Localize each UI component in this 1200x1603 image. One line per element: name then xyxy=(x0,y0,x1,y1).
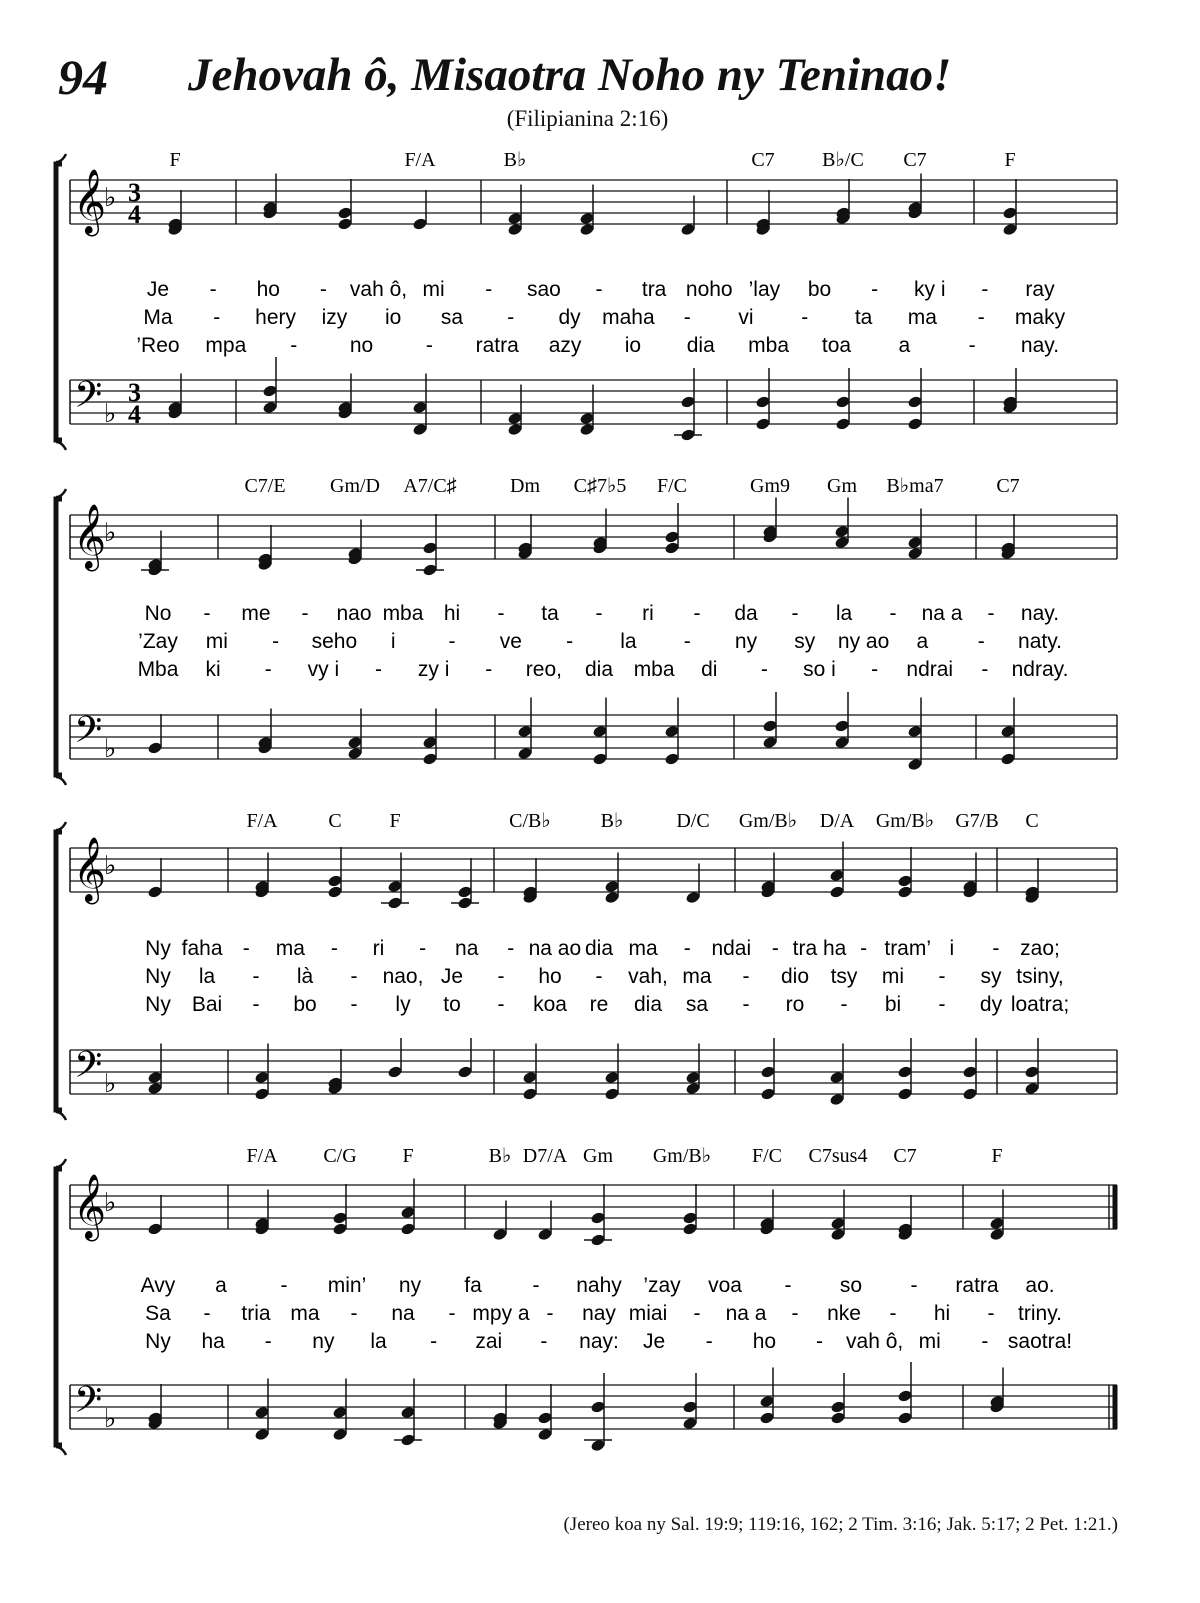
lyric-syllable: - xyxy=(693,602,701,625)
lyric-syllable: vah ô, xyxy=(349,278,408,301)
lyric-syllable: dy xyxy=(558,306,581,329)
lyric-syllable: ’Reo xyxy=(136,334,180,357)
bracket-hook xyxy=(56,822,66,830)
treble-clef: 𝄞 xyxy=(73,1174,107,1239)
chord-symbol: F/C xyxy=(656,475,688,497)
lyric-syllable: nahy xyxy=(576,1274,622,1297)
lyric-syllable: na xyxy=(391,1302,415,1325)
lyric-syllable: na ao xyxy=(528,937,582,960)
chord-symbol: B♭ xyxy=(600,810,624,832)
lyric-syllable: - xyxy=(595,278,603,301)
lyric-syllable: - xyxy=(791,602,799,625)
lyric-syllable: ve xyxy=(499,630,522,653)
lyric-syllable: ta xyxy=(854,306,873,329)
lyric-syllable: - xyxy=(497,602,505,625)
system-2 xyxy=(56,475,1117,785)
lyric-syllable: ma xyxy=(907,306,937,329)
lyric-syllable: ha xyxy=(201,1330,225,1353)
lyric-syllable: ’lay xyxy=(748,278,781,301)
key-flat: ♭ xyxy=(104,1404,117,1434)
lyric-syllable: naty. xyxy=(1018,630,1062,653)
lyric-syllable: loatra; xyxy=(1010,993,1070,1016)
chord-symbol: C/B♭ xyxy=(509,810,551,832)
lyric-syllable: - xyxy=(350,993,358,1016)
time-signature-bottom: 4 xyxy=(128,400,141,429)
lyric-syllable: ri xyxy=(642,602,654,625)
lyric-syllable: la xyxy=(620,630,637,653)
lyric-syllable: ho xyxy=(538,965,562,988)
lyric-syllable: na a xyxy=(725,1302,767,1325)
lyric-syllable: - xyxy=(683,937,691,960)
lyric-syllable: - xyxy=(977,306,985,329)
lyric-syllable: - xyxy=(272,630,280,653)
lyric-syllable: zy i xyxy=(417,658,450,681)
lyric-syllable: - xyxy=(546,1302,554,1325)
lyric-syllable: ratra xyxy=(955,1274,999,1297)
lyric-syllable: - xyxy=(910,1274,918,1297)
lyric-syllable: - xyxy=(987,602,995,625)
lyric-syllable: - xyxy=(540,1330,548,1353)
chord-symbol: D/C xyxy=(676,810,710,832)
lyric-syllable: so xyxy=(839,1274,863,1297)
lyric-syllable: mba xyxy=(748,334,790,357)
lyric-syllable: - xyxy=(507,937,515,960)
lyric-syllable: na xyxy=(455,937,479,960)
lyric-syllable: dia xyxy=(584,937,614,960)
bracket-hook xyxy=(56,777,66,785)
lyric-syllable: dy xyxy=(979,993,1003,1016)
lyric-syllable: ky i xyxy=(914,278,946,301)
lyric-syllable: izy xyxy=(321,306,348,329)
lyric-syllable: io xyxy=(385,306,402,329)
lyric-syllable: nao xyxy=(336,602,372,625)
lyric-syllable: - xyxy=(430,1330,438,1353)
lyric-syllable: da xyxy=(734,602,758,625)
lyric-syllable: Je xyxy=(146,278,170,301)
time-signature-bottom: 4 xyxy=(128,200,141,229)
lyric-syllable: nay xyxy=(582,1302,616,1325)
lyric-syllable: ho xyxy=(752,1330,777,1353)
lyric-syllable: nay: xyxy=(579,1330,619,1353)
bracket-hook xyxy=(56,442,66,450)
system-1 xyxy=(56,149,1117,450)
lyric-syllable: noho xyxy=(685,278,733,301)
chord-symbol: B♭/C xyxy=(822,149,864,171)
lyric-syllable: - xyxy=(497,993,505,1016)
lyric-syllable: - xyxy=(448,630,456,653)
treble-clef: 𝄞 xyxy=(73,169,107,234)
bass-clef: 𝄢 xyxy=(74,1044,103,1095)
lyric-syllable: ma xyxy=(275,937,305,960)
chord-symbol: F xyxy=(389,810,401,832)
system-bracket xyxy=(56,499,62,775)
lyric-syllable: voa xyxy=(708,1274,742,1297)
hymn-title: Jehovah ô, Misaotra Noho ny Teninao! xyxy=(188,49,952,101)
lyric-syllable: la xyxy=(198,965,216,988)
lyric-syllable: nke xyxy=(827,1302,861,1325)
lyric-syllable: - xyxy=(977,630,985,653)
key-flat: ♭ xyxy=(104,1069,117,1099)
lyric-syllable: - xyxy=(280,1274,288,1297)
lyric-syllable: - xyxy=(419,937,427,960)
lyric-syllable: a xyxy=(898,334,911,357)
chord-symbol: F xyxy=(402,1145,414,1167)
lyric-syllable: reo, xyxy=(525,658,562,681)
lyric-syllable: a xyxy=(916,630,929,653)
treble-clef: 𝄞 xyxy=(73,504,107,569)
lyric-syllable: - xyxy=(871,658,879,681)
lyric-syllable: mba xyxy=(382,602,424,625)
chord-symbol: F/A xyxy=(246,1145,278,1167)
lyric-syllable: - xyxy=(771,937,779,960)
chord-symbol: F/A xyxy=(404,149,436,171)
lyric-syllable: i xyxy=(949,937,955,960)
lyric-syllable: - xyxy=(683,630,691,653)
chord-symbol: Gm/B♭ xyxy=(875,810,935,832)
chord-symbol: C7 xyxy=(996,475,1020,497)
lyric-syllable: Avy xyxy=(140,1274,176,1297)
lyric-syllable: tsy xyxy=(830,965,858,988)
chord-symbol: Gm/B♭ xyxy=(738,810,798,832)
lyric-syllable: tra xyxy=(641,278,667,301)
chord-symbol: B♭ma7 xyxy=(886,475,944,497)
lyric-syllable: Ny xyxy=(145,1330,171,1353)
lyric-syllable: i xyxy=(390,630,396,653)
chord-symbol: A7/C♯ xyxy=(403,475,457,497)
lyric-syllable: - xyxy=(705,1330,713,1353)
bracket-hook xyxy=(56,489,66,497)
lyric-syllable: ’zay xyxy=(643,1274,681,1297)
lyric-syllable: zai xyxy=(475,1330,503,1353)
chord-symbol: Gm/D xyxy=(330,475,380,497)
time-signature-top: 3 xyxy=(128,178,141,207)
lyric-syllable: - xyxy=(425,334,433,357)
lyric-syllable: No xyxy=(144,602,172,625)
lyric-syllable: - xyxy=(693,1302,701,1325)
chord-symbol: Dm xyxy=(510,475,540,497)
system-bracket xyxy=(56,1169,62,1445)
lyric-syllable: - xyxy=(938,993,946,1016)
chord-symbol: C♯7♭5 xyxy=(573,475,627,497)
lyric-syllable: la xyxy=(370,1330,387,1353)
lyric-syllable: dia xyxy=(633,993,663,1016)
lyric-syllable: - xyxy=(242,937,250,960)
chord-symbol: D7/A xyxy=(522,1145,568,1167)
lyric-syllable: sa xyxy=(440,306,464,329)
lyric-syllable: Je xyxy=(440,965,464,988)
lyric-syllable: - xyxy=(791,1302,799,1325)
lyric-syllable: - xyxy=(350,965,358,988)
lyric-syllable: - xyxy=(203,1302,211,1325)
lyric-syllable: ndrai xyxy=(906,658,954,681)
lyric-syllable: ’Zay xyxy=(138,630,178,653)
lyric-syllable: mi xyxy=(881,965,905,988)
chord-symbol: C7 xyxy=(903,149,927,171)
lyric-syllable: - xyxy=(595,602,603,625)
lyric-syllable: mi xyxy=(205,630,228,653)
lyric-syllable: ta xyxy=(541,602,559,625)
lyric-syllable: - xyxy=(595,965,603,988)
lyric-syllable: Ny xyxy=(145,937,171,960)
lyric-syllable: no xyxy=(349,334,374,357)
chord-symbol: F xyxy=(991,1145,1003,1167)
lyric-syllable: ki xyxy=(205,658,221,681)
lyric-syllable: - xyxy=(507,306,515,329)
lyric-syllable: bo xyxy=(807,278,832,301)
lyric-syllable: Sa xyxy=(145,1302,171,1325)
lyric-syllable: Je xyxy=(643,1330,666,1353)
chord-symbol: Gm xyxy=(827,475,857,497)
lyric-syllable: - xyxy=(203,602,211,625)
lyric-syllable: - xyxy=(981,1330,989,1353)
lyric-syllable: ma xyxy=(682,965,712,988)
bass-clef: 𝄢 xyxy=(74,374,103,425)
lyric-syllable: faha xyxy=(181,937,223,960)
lyric-syllable: hery xyxy=(255,306,297,329)
bracket-hook xyxy=(56,1112,66,1120)
lyric-syllable: la xyxy=(835,602,853,625)
lyric-syllable: - xyxy=(760,658,768,681)
key-flat: ♭ xyxy=(104,399,117,429)
bracket-hook xyxy=(56,1447,66,1455)
chord-symbol: G7/B xyxy=(955,810,999,832)
lyric-syllable: tra ha xyxy=(792,937,847,960)
system-bracket xyxy=(56,832,62,1110)
lyric-syllable: mba xyxy=(633,658,675,681)
lyric-syllable: - xyxy=(742,993,750,1016)
lyric-syllable: - xyxy=(992,937,1000,960)
lyric-syllable: vah, xyxy=(628,965,668,988)
lyric-syllable: triny. xyxy=(1018,1302,1062,1325)
lyric-syllable: - xyxy=(485,658,493,681)
key-flat: ♭ xyxy=(104,518,117,548)
system-4 xyxy=(56,1145,1117,1455)
chord-symbol: B♭ xyxy=(503,149,527,171)
lyric-syllable: - xyxy=(987,1302,995,1325)
lyric-syllable: ray xyxy=(1025,278,1055,301)
lyric-syllable: di xyxy=(701,658,718,681)
lyric-syllable: vi xyxy=(738,306,754,329)
lyric-syllable: sy xyxy=(794,630,816,653)
lyric-syllable: - xyxy=(742,965,750,988)
lyric-syllable: mpy a xyxy=(472,1302,530,1325)
lyric-syllable: - xyxy=(860,937,868,960)
lyric-syllable: - xyxy=(252,965,260,988)
lyric-syllable: nao, xyxy=(382,965,424,988)
lyric-syllable: ao. xyxy=(1025,1274,1055,1297)
chord-symbol: F xyxy=(169,149,181,171)
lyric-syllable: - xyxy=(330,937,338,960)
lyric-syllable: zao; xyxy=(1020,937,1060,960)
lyric-syllable: ri xyxy=(372,937,385,960)
lyric-syllable: ny xyxy=(312,1330,335,1353)
lyric-syllable: vy i xyxy=(307,658,340,681)
chord-symbol: Gm9 xyxy=(750,475,790,497)
lyric-syllable: - xyxy=(532,1274,540,1297)
lyric-syllable: azy xyxy=(548,334,582,357)
lyric-syllable: - xyxy=(968,334,976,357)
chord-symbol: C xyxy=(328,810,342,832)
lyric-syllable: ny xyxy=(734,630,758,653)
footer-references: (Jereo koa ny Sal. 19:9; 119:16, 162; 2 Tim. 3:16; Jak. 5:17; 2 Pet. 1:21.) xyxy=(563,1514,1118,1535)
lyric-syllable: Ma xyxy=(143,306,173,329)
system-3 xyxy=(56,810,1117,1120)
lyric-syllable: - xyxy=(871,278,879,301)
chord-symbol: C/G xyxy=(323,1145,357,1167)
lyric-syllable: mi xyxy=(422,278,445,301)
bass-clef: 𝄢 xyxy=(74,1379,103,1430)
chord-symbol: C7sus4 xyxy=(808,1145,868,1167)
lyric-syllable: - xyxy=(264,1330,272,1353)
hymn-number: 94 xyxy=(58,49,108,105)
bracket-hook xyxy=(56,1159,66,1167)
chord-symbol: F/C xyxy=(751,1145,783,1167)
lyric-syllable: vah ô, xyxy=(846,1330,904,1353)
lyric-syllable: min’ xyxy=(327,1274,367,1297)
lyric-syllable: - xyxy=(319,278,327,301)
lyric-syllable: - xyxy=(840,993,848,1016)
lyric-syllable: koa xyxy=(533,993,567,1016)
lyric-syllable: io xyxy=(624,334,642,357)
lyric-syllable: tsiny, xyxy=(1016,965,1064,988)
lyric-syllable: - xyxy=(816,1330,823,1353)
scripture-reference: (Filipianina 2:16) xyxy=(506,106,669,131)
chord-symbol: Gm/B♭ xyxy=(652,1145,712,1167)
lyric-syllable: hi xyxy=(933,1302,951,1325)
lyric-syllable: tram’ xyxy=(884,937,932,960)
lyric-syllable: ho xyxy=(256,278,280,301)
lyric-syllable: mpa xyxy=(205,334,247,357)
lyric-syllable: - xyxy=(889,1302,897,1325)
lyric-syllable: - xyxy=(350,1302,358,1325)
bracket-hook xyxy=(56,154,66,162)
key-flat: ♭ xyxy=(104,1188,117,1218)
lyric-syllable: - xyxy=(448,1302,456,1325)
lyric-syllable: - xyxy=(290,334,298,357)
time-signature-top: 3 xyxy=(128,378,141,407)
lyric-syllable: dia xyxy=(686,334,715,357)
lyric-syllable: dia xyxy=(584,658,614,681)
lyric-syllable: maha xyxy=(602,306,655,329)
lyric-syllable: là xyxy=(296,965,314,988)
lyric-syllable: bo xyxy=(293,993,317,1016)
lyric-syllable: miai xyxy=(628,1302,668,1325)
lyric-syllable: ratra xyxy=(475,334,519,357)
lyric-syllable: ly xyxy=(395,993,411,1016)
lyric-syllable: - xyxy=(485,278,493,301)
lyric-syllable: ma xyxy=(628,937,658,960)
lyric-syllable: - xyxy=(213,306,221,329)
lyric-syllable: me xyxy=(241,602,271,625)
lyric-syllable: so i xyxy=(803,658,836,681)
lyric-syllable: mi xyxy=(918,1330,941,1353)
lyric-syllable: ny ao xyxy=(837,630,890,653)
lyric-syllable: fa xyxy=(464,1274,482,1297)
lyric-syllable: - xyxy=(938,965,946,988)
chord-symbol: F xyxy=(1004,149,1016,171)
treble-clef: 𝄞 xyxy=(73,837,107,902)
lyric-syllable: Ny xyxy=(145,993,171,1016)
chord-symbol: F/A xyxy=(246,810,278,832)
lyric-syllable: Bai xyxy=(191,993,223,1016)
lyric-syllable: sao xyxy=(526,278,561,301)
key-flat: ♭ xyxy=(104,734,117,764)
lyric-syllable: a xyxy=(215,1274,227,1297)
chord-symbol: C7 xyxy=(751,149,775,171)
lyric-syllable: - xyxy=(889,602,897,625)
chord-symbol: Gm xyxy=(583,1145,613,1167)
lyric-syllable: - xyxy=(801,306,809,329)
lyric-syllable: - xyxy=(264,658,272,681)
lyric-syllable: bi xyxy=(884,993,902,1016)
lyric-syllable: tria xyxy=(241,1302,271,1325)
lyric-syllable: - xyxy=(252,993,260,1016)
lyric-syllable: ndai xyxy=(711,937,752,960)
lyric-syllable: saotra! xyxy=(1007,1330,1073,1353)
lyric-syllable: to xyxy=(443,993,461,1016)
chord-symbol: C xyxy=(1025,810,1039,832)
key-flat: ♭ xyxy=(104,851,117,881)
lyric-syllable: ro xyxy=(785,993,805,1016)
lyric-syllable: maky xyxy=(1014,306,1066,329)
lyric-syllable: - xyxy=(497,965,505,988)
lyric-syllable: Ny xyxy=(145,965,171,988)
lyric-syllable: - xyxy=(981,658,989,681)
lyric-syllable: - xyxy=(981,278,989,301)
bass-clef: 𝄢 xyxy=(74,709,103,760)
lyric-syllable: - xyxy=(566,630,574,653)
key-flat: ♭ xyxy=(104,183,117,213)
lyric-syllable: ndray. xyxy=(1011,658,1069,681)
lyric-syllable: sy xyxy=(980,965,1002,988)
lyric-syllable: toa xyxy=(821,334,852,357)
lyric-syllable: - xyxy=(375,658,382,681)
lyric-syllable: ma xyxy=(290,1302,320,1325)
system-bracket xyxy=(56,164,62,440)
lyric-syllable: - xyxy=(683,306,691,329)
chord-symbol: D/A xyxy=(819,810,855,832)
lyric-syllable: nay. xyxy=(1020,602,1060,625)
lyric-syllable: re xyxy=(589,993,609,1016)
lyric-syllable: dio xyxy=(780,965,810,988)
chord-symbol: C7 xyxy=(893,1145,917,1167)
lyric-syllable: Mba xyxy=(137,658,179,681)
lyric-syllable: - xyxy=(209,278,217,301)
chord-symbol: B♭ xyxy=(488,1145,512,1167)
lyric-syllable: - xyxy=(301,602,309,625)
lyric-syllable: ny xyxy=(398,1274,422,1297)
lyric-syllable: seho xyxy=(311,630,358,653)
lyric-syllable: nay. xyxy=(1020,334,1060,357)
chord-symbol: C7/E xyxy=(244,475,286,497)
lyric-syllable: sa xyxy=(685,993,709,1016)
lyric-syllable: - xyxy=(784,1274,792,1297)
lyric-syllable: na a xyxy=(921,602,963,625)
lyric-syllable: hi xyxy=(443,602,461,625)
